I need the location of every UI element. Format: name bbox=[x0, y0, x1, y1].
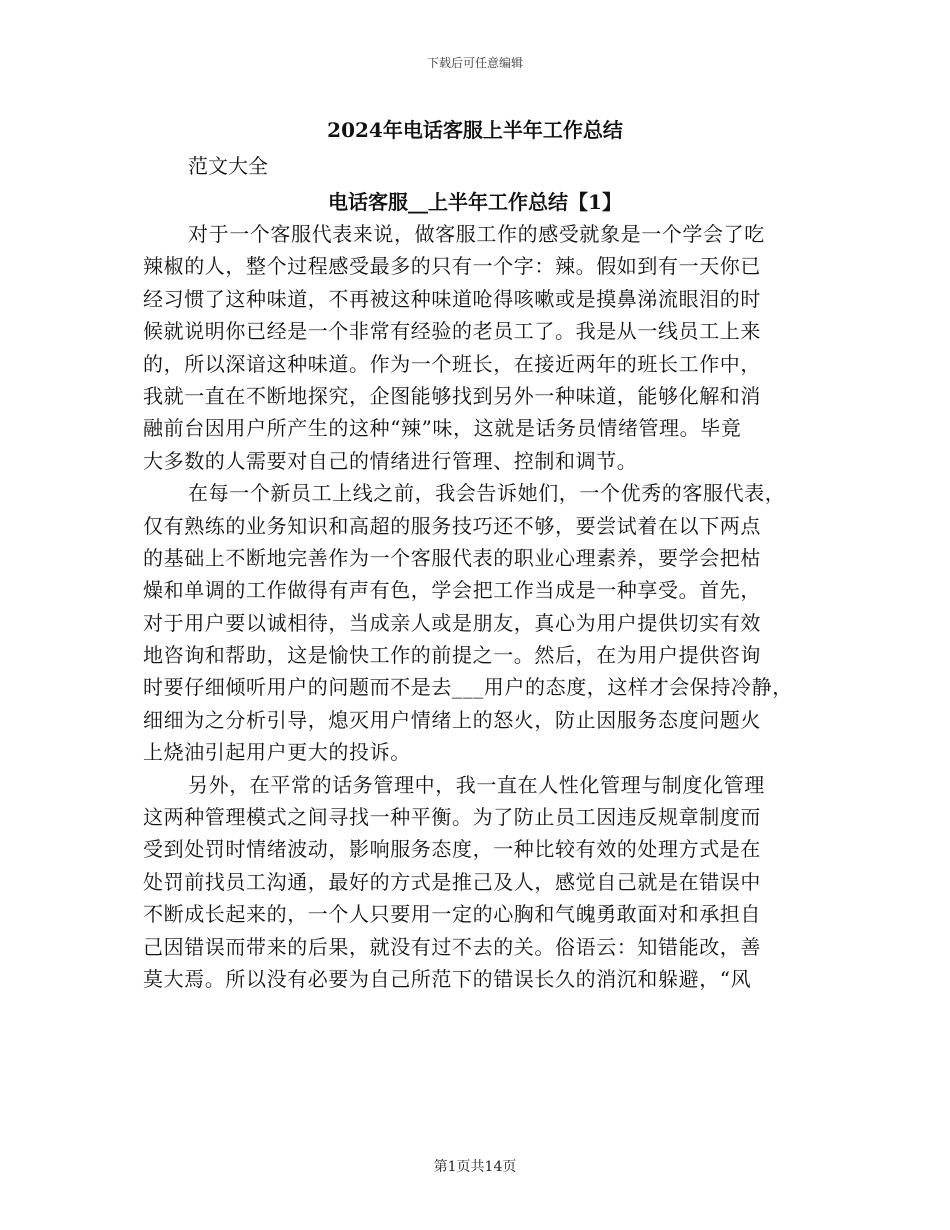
paragraph-3-line: 这两种管理模式之间寻找一种平衡。为了防止员工因违反规章制度而 bbox=[143, 805, 761, 830]
paragraph-2-line: 上烧油引起用户更大的投诉。 bbox=[143, 740, 411, 765]
paragraph-1-line: 融前台因用户所产生的这种“辣”味，这就是话务员情绪管理。毕竟 bbox=[143, 416, 742, 441]
paragraph-2-line: 对于用户要以诚相待，当成亲人或是朋友，真心为用户提供切实有效 bbox=[143, 610, 761, 635]
paragraph-1-line: 我就一直在不断地探究，企图能够找到另外一种味道，能够化解和消 bbox=[143, 383, 761, 408]
document-title: 2024年电话客服上半年工作总结 bbox=[327, 118, 623, 142]
paragraph-1-line: 对于一个客服代表来说，做客服工作的感受就象是一个学会了吃 bbox=[188, 222, 765, 246]
paragraph-2-line: 燥和单调的工作做得有声有色，学会把工作当成是一种享受。首先， bbox=[143, 578, 761, 603]
paragraph-3-line: 己因错误而带来的后果，就没有过不去的关。俗语云：知错能改，善 bbox=[143, 934, 761, 959]
paragraph-3-line: 另外，在平常的话务管理中，我一直在人性化管理与制度化管理 bbox=[188, 772, 765, 797]
paragraph-2-line: 地咨询和帮助，这是愉快工作的前提之一。然后，在为用户提供咨询 bbox=[143, 643, 761, 668]
paragraph-3-line: 处罚前找员工沟通，最好的方式是推己及人，感觉自己就是在错误中 bbox=[143, 869, 761, 894]
paragraph-3-line: 受到处罚时情绪波动，影响服务态度，一种比较有效的处理方式是在 bbox=[143, 837, 761, 862]
paragraph-2-line: 细细为之分析引导，熄灭用户情绪上的怒火，防止因服务态度问题火 bbox=[143, 707, 761, 732]
paragraph-1-line: 的，所以深谙这种味道。作为一个班长，在接近两年的班长工作中， bbox=[143, 351, 761, 376]
page-footer: 第1页共14页 bbox=[433, 1159, 517, 1175]
document-subtitle: 范文大全 bbox=[188, 154, 268, 178]
section-heading: 电话客服__上半年工作总结【1】 bbox=[328, 190, 622, 214]
paragraph-1-line: 大多数的人需要对自己的情绪进行管理、控制和调节。 bbox=[143, 448, 638, 473]
paragraph-2-line: 的基础上不断地完善作为一个客服代表的职业心理素养，要学会把枯 bbox=[143, 545, 761, 570]
paragraph-1-line: 辣椒的人，整个过程感受最多的只有一个字：辣。假如到有一天你已 bbox=[143, 254, 761, 279]
paragraph-2-line: 时要仔细倾听用户的问题而不是去___用户的态度，这样才会保持冷静， bbox=[143, 675, 793, 700]
document-body bbox=[143, 218, 818, 995]
paragraph-2-line: 仅有熟练的业务知识和高超的服务技巧还不够，要尝试着在以下两点 bbox=[143, 513, 761, 538]
paragraph-3-line: 不断成长起来的，一个人只要用一定的心胸和气魄勇敢面对和承担自 bbox=[143, 902, 761, 927]
paragraph-1-line: 经习惯了这种味道，不再被这种味道呛得咳嗽或是摸鼻涕流眼泪的时 bbox=[143, 286, 761, 311]
paragraph-2-line: 在每一个新员工上线之前，我会告诉她们，一个优秀的客服代表， bbox=[188, 481, 786, 506]
paragraph-3-line: 莫大焉。所以没有必要为自己所范下的错误长久的消沉和躲避，“风 bbox=[143, 966, 752, 991]
page-header-note: 下载后可任意编辑 bbox=[426, 56, 523, 70]
paragraph-1-line: 候就说明你已经是一个非常有经验的老员工了。我是从一线员工上来 bbox=[143, 319, 761, 344]
